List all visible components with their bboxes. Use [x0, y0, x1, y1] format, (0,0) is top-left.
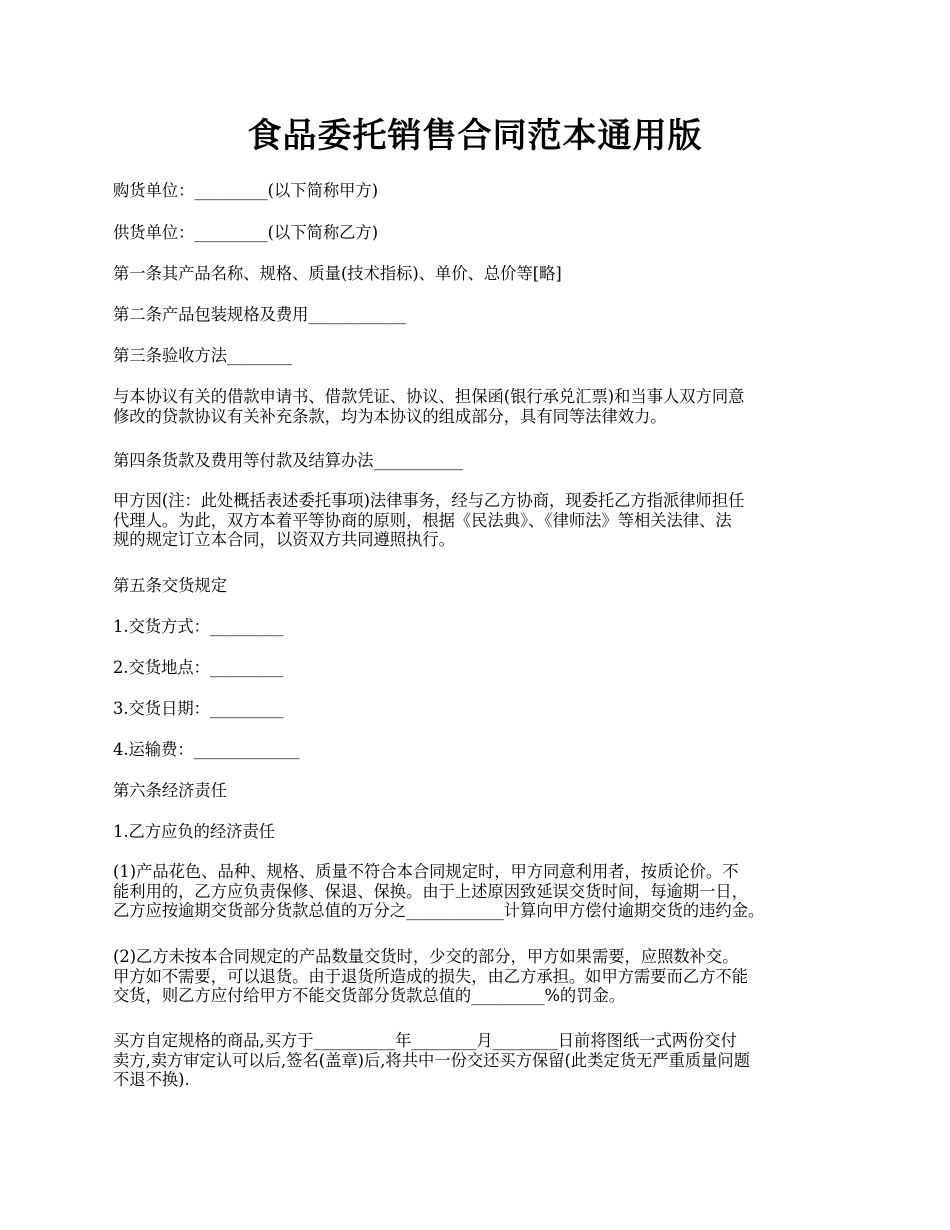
- paragraph-supplier: [113, 223, 853, 243]
- paragraph-line: 修改的贷款协议有关补充条款，均为本协议的组成部分，具有同等法律效力。: [113, 406, 667, 426]
- clause-6: [113, 781, 853, 801]
- paragraph-line: 与本协议有关的借款申请书、借款凭证、协议、担保函(银行承兑汇票)和当事人双方同意: [113, 387, 745, 406]
- paragraph-line: 供货单位：_________(以下简称乙方): [113, 223, 379, 242]
- paragraph-line: 卖方,卖方审定认可以后,签名(盖章)后,将共中一份交还买方保留(此类定货无严重质量问题: [113, 1050, 750, 1070]
- clause-2: [113, 305, 853, 325]
- paragraph-line: 2.交货地点：_________: [113, 658, 284, 677]
- paragraph-line: 第二条产品包装规格及费用____________: [113, 305, 407, 324]
- shipping-fee: [113, 740, 853, 760]
- liability-item-1: [113, 862, 853, 921]
- paragraph-buyer: [113, 181, 853, 201]
- paragraph-line: 购货单位：_________(以下简称甲方): [113, 181, 379, 200]
- clause-4: [113, 451, 853, 471]
- paragraph-entrustment: [113, 491, 853, 550]
- paragraph-line: 第六条经济责任: [113, 781, 227, 800]
- paragraph-line: 1.乙方应负的经济责任: [113, 822, 276, 841]
- paragraph-line: 交货，则乙方应付给甲方不能交货部分货款总值的_________%的罚金。: [113, 986, 626, 1005]
- paragraph-line: 甲方如不需要，可以退货。由于退货所造成的损失，由乙方承担。如甲方需要而乙方不能: [113, 966, 748, 986]
- delivery-date: [113, 699, 853, 719]
- paragraph-line: 乙方应按逾期交货部分货款总值的万分之____________计算向甲方偿付逾期交货的违约金。: [113, 901, 765, 920]
- paragraph-line: (2)乙方未按本合同规定的产品数量交货时，少交的部分，甲方如果需要，应照数补交。: [113, 947, 739, 966]
- clause-5: [113, 576, 853, 596]
- paragraph-line: 不退不换).: [113, 1070, 190, 1089]
- paragraph-agreement-documents: [113, 387, 853, 426]
- paragraph-line: 能利用的，乙方应负责保修、保退、保换。由于上述原因致延误交货时间，每逾期一日，: [113, 881, 748, 901]
- paragraph-line: 第五条交货规定: [113, 576, 227, 595]
- delivery-method: [113, 617, 853, 637]
- paragraph-line: 第三条验收方法________: [113, 346, 293, 365]
- seller-liability-heading: [113, 822, 853, 842]
- paragraph-line: 第一条其产品名称、规格、质量(技术指标)、单价、总价等[略]: [113, 264, 562, 283]
- paragraph-line: (1)产品花色、品种、规格、质量不符合本合同规定时，甲方同意利用者，按质论价。不: [113, 862, 739, 881]
- paragraph-line: 代理人。为此，双方本着平等协商的原则，根据《民法典》、《律师法》等相关法律、法: [113, 510, 732, 530]
- paragraph-line: 第四条货款及费用等付款及结算办法___________: [113, 451, 464, 470]
- paragraph-line: 甲方因(注：此处概括表述委托事项)法律事务，经与乙方协商，现委托乙方指派律师担任: [113, 491, 745, 510]
- paragraph-line: 3.交货日期：_________: [113, 699, 284, 718]
- paragraph-line: 规的规定订立本合同，以资双方共同遵照执行。: [113, 530, 455, 549]
- paragraph-custom-specs: [113, 1031, 853, 1090]
- document-title: 食品委托销售合同范本通用版: [247, 116, 703, 156]
- paragraph-line: 1.交货方式：_________: [113, 617, 284, 636]
- paragraph-line: 买方自定规格的商品,买方于__________年________月________日前将图纸一式两份交付: [113, 1031, 737, 1050]
- clause-1: [113, 264, 853, 284]
- paragraph-line: 4.运输费：_____________: [113, 740, 300, 759]
- liability-item-2: [113, 947, 853, 1006]
- clause-3: [113, 346, 853, 366]
- delivery-location: [113, 658, 853, 678]
